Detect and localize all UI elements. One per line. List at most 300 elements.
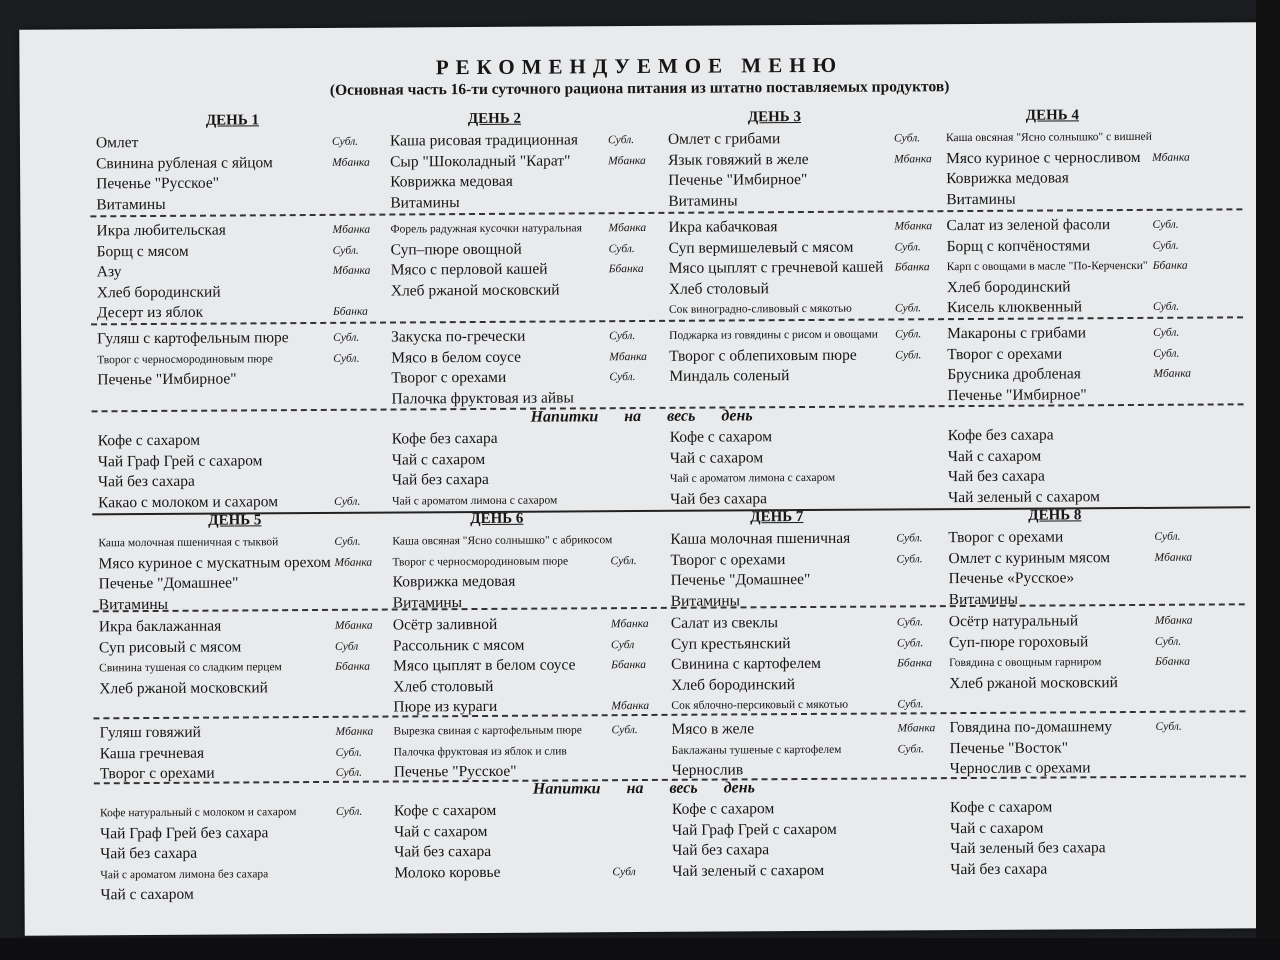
package-type: Субл. [333, 331, 360, 344]
package-type: Субл. [607, 134, 635, 147]
package-type: Субл. [334, 535, 361, 548]
package-type: Мбанка [332, 156, 370, 169]
dish-name: Палочка фруктовая из айвы [391, 388, 574, 408]
package-type: Мбанка [1152, 151, 1190, 164]
dish-name: Говядина с овощным гарниром [949, 656, 1102, 670]
menu-item [394, 740, 664, 762]
drinks-heading: Напитки на весь день [532, 779, 755, 798]
day-column [392, 530, 662, 614]
menu-item [100, 863, 370, 885]
dish-name: Чай без сахара [672, 841, 770, 859]
dish-name: Чай Граф Грей без сахара [100, 823, 269, 842]
dish-name: Миндаль соленый [669, 367, 790, 385]
menu-item [950, 737, 1220, 759]
dish-name: Творог с орехами [947, 344, 1063, 363]
day-column [671, 718, 941, 781]
package-type: Субл [334, 640, 359, 653]
dish-name: Хлеб столовый [393, 677, 494, 696]
package-type: Мбанка [334, 619, 373, 632]
dish-name: Кисель клюквенный [946, 298, 1083, 317]
menu-item [393, 614, 663, 636]
menu-item [391, 238, 661, 260]
menu-item [672, 739, 942, 761]
menu-item [96, 220, 371, 242]
day-column [96, 220, 371, 324]
menu-item [669, 237, 939, 259]
dish-name: Печенье "Восток" [949, 738, 1069, 757]
day-column [669, 324, 939, 387]
dish-name: Суп–пюре овощной [390, 240, 522, 259]
menu-item [392, 448, 662, 470]
day-column [95, 132, 370, 216]
menu-item [950, 837, 1220, 859]
dish-name: Каша овсяная "Ясно солнышко" с абрикосом [392, 534, 613, 548]
page-title: РЕКОМЕНДУЕМОЕ МЕНЮ [435, 52, 844, 80]
menu-item [948, 465, 1218, 487]
package-type: Ббанка [608, 262, 644, 276]
dish-name: Кофе с сахаром [669, 428, 773, 446]
dish-name: Икра любительская [96, 221, 226, 240]
menu-item [392, 489, 662, 511]
dish-name: Чай Граф Грей с сахаром [97, 451, 263, 470]
menu-item [390, 130, 660, 152]
dish-name: Язык говяжий в желе [667, 150, 809, 169]
package-type: Субл. [333, 352, 360, 365]
day-column [98, 532, 373, 616]
menu-item [97, 240, 367, 262]
menu-item [668, 149, 938, 171]
dish-name: Говядина по-домашнему [949, 718, 1113, 737]
dish-name: Икра баклажанная [98, 617, 222, 636]
day-column [391, 326, 661, 410]
menu-item [100, 822, 370, 844]
package-type: Субл. [610, 554, 637, 567]
dish-name: Чай без сахара [391, 470, 489, 489]
menu-item [394, 841, 664, 863]
package-type: Ббанка [335, 660, 371, 673]
dish-name: Брусника дробленая [947, 365, 1081, 384]
menu-item [668, 128, 938, 150]
dish-name: Хлеб ржаной московский [949, 673, 1118, 692]
menu-item [668, 169, 938, 191]
package-type: Субл. [335, 805, 363, 818]
package-type: Субл. [609, 371, 636, 384]
menu-item [96, 132, 366, 154]
dish-name: Витамины [392, 593, 463, 612]
package-type: Мбанка [611, 699, 650, 713]
menu-item [99, 722, 374, 744]
dish-name: Чай с сахаром [100, 885, 194, 904]
day-column [950, 796, 1220, 880]
dish-name: Кофе с сахаром [97, 431, 201, 450]
menu-item [390, 218, 660, 240]
menu-item [950, 817, 1220, 839]
dish-name: Чай с сахаром [394, 822, 488, 841]
package-type: Субл. [335, 746, 362, 759]
dish-name: Кофе с сахаром [949, 798, 1053, 817]
menu-item [949, 672, 1219, 694]
dish-name: Мясо цыплят с гречневой кашей [668, 258, 884, 277]
dish-name: Суп рисовый с мясом [98, 637, 242, 656]
menu-item [670, 426, 940, 448]
dish-name: Чернослив с орехами [949, 759, 1091, 778]
day-column [100, 802, 371, 906]
package-type: Ббанка [332, 305, 368, 318]
menu-item [671, 633, 941, 655]
package-type: Субл [610, 638, 635, 651]
menu-item [96, 193, 366, 215]
day-column [947, 322, 1217, 406]
package-type: Субл. [893, 132, 921, 145]
package-type: Мбанка [335, 725, 374, 738]
package-type: Субл. [1152, 218, 1179, 231]
package-type: Субл. [895, 348, 922, 361]
day-column [393, 720, 663, 783]
package-type: Субл. [894, 240, 921, 253]
package-type: Мбанка [1154, 614, 1193, 627]
day-column [97, 328, 367, 391]
menu-item [949, 651, 1219, 673]
dish-name: Творог с орехами [948, 528, 1064, 547]
dish-name: Чай с ароматом лимона с сахаром [392, 494, 558, 508]
dish-name: Пюре из кураги [393, 697, 498, 716]
dish-name: Витамины [668, 191, 738, 210]
dish-name: Борщ с копчёностями [946, 236, 1091, 255]
day-heading: ДЕНЬ 2 [467, 110, 522, 128]
menu-item [949, 716, 1219, 738]
menu-item [392, 428, 662, 450]
package-type: Ббанка [897, 657, 933, 670]
menu-item [669, 345, 939, 367]
dish-name: Каша овсяная "Ясно солнышко" с вишней [945, 130, 1152, 145]
dish-name: Чай с сахаром [947, 447, 1042, 465]
dish-name: Икра кабачковая [668, 218, 778, 236]
package-type: Субл. [896, 636, 924, 649]
menu-item [394, 861, 664, 883]
dish-name: Каша молочная пшеничная с тыквой [98, 536, 279, 550]
package-type: Субл. [897, 742, 924, 755]
menu-item [669, 298, 939, 320]
menu-item [390, 191, 660, 213]
menu-item [391, 346, 661, 368]
dish-name: Чай с сахаром [950, 819, 1044, 837]
dish-name: Витамины [98, 595, 169, 613]
package-type: Мбанка [332, 223, 371, 236]
day-heading: ДЕНЬ 1 [205, 112, 260, 129]
menu-item [946, 214, 1216, 236]
dish-name: Мясо с перловой кашей [390, 260, 548, 279]
menu-item [949, 631, 1219, 653]
day-column [949, 610, 1219, 694]
menu-item [393, 634, 663, 656]
menu-item [671, 718, 941, 740]
dish-name: Омлет с грибами [667, 130, 781, 148]
package-type: Субл. [1153, 326, 1180, 339]
menu-item [97, 281, 367, 303]
day-column [668, 216, 939, 320]
day-column [949, 716, 1219, 779]
dish-name: Чай зеленый с сахаром [948, 487, 1100, 506]
dish-name: Азу [96, 263, 122, 281]
dish-name: Коврижка медовая [390, 172, 513, 191]
menu-item [391, 326, 661, 348]
menu-item [948, 445, 1218, 467]
dish-name: Омлет с куриным мясом [948, 548, 1111, 567]
menu-item [99, 573, 369, 595]
package-type: Субл [612, 865, 636, 878]
package-type: Субл. [897, 698, 924, 711]
package-type: Ббанка [894, 261, 930, 274]
background-edge-right [1256, 0, 1280, 960]
drinks-heading: Напитки на весь день [530, 407, 753, 426]
menu-item [99, 677, 369, 699]
dish-name: Свинина тушеная со сладким перцем [99, 661, 282, 675]
menu-item [391, 367, 661, 389]
package-type: Мбанка [608, 154, 646, 167]
dish-name: Чай без сахара [950, 860, 1048, 878]
menu-item [947, 255, 1217, 277]
day-column [390, 218, 660, 302]
dish-name: Творог с облепиховым пюре [669, 346, 857, 365]
day-heading: ДЕНЬ 5 [208, 512, 262, 529]
menu-item [672, 819, 942, 841]
dish-name: Печенье "Домашнее" [670, 570, 811, 589]
menu-item [394, 820, 664, 842]
day-heading: ДЕНЬ 7 [750, 509, 804, 526]
menu-item [96, 173, 366, 195]
dish-name: Витамины [946, 190, 1016, 208]
dish-name: Каша молочная пшеничная [670, 529, 851, 548]
dish-name: Молоко коровье [394, 863, 501, 882]
dish-name: Витамины [390, 193, 460, 212]
dish-name: Мясо в белом соусе [391, 348, 522, 367]
menu-item [948, 424, 1218, 446]
dish-name: Чай зеленый без сахара [950, 839, 1106, 858]
menu-item [393, 675, 663, 697]
menu-item [97, 369, 367, 391]
dish-name: Творог с черносмородиновым пюре [97, 352, 273, 366]
dish-name: Карп с овощами в масле "По-Керченски" [946, 259, 1148, 274]
dish-name: Какао с молоком и сахаром [98, 492, 279, 511]
menu-item [947, 322, 1217, 344]
package-type: Субл. [1154, 530, 1181, 543]
menu-item [669, 324, 939, 346]
day-column [946, 126, 1216, 210]
dish-name: Суп вермишелевый с мясом [668, 238, 854, 257]
package-type: Субл. [331, 135, 359, 148]
dish-name: Осётр заливной [392, 615, 498, 634]
menu-item [98, 450, 368, 472]
menu-item [671, 569, 941, 591]
menu-item [98, 471, 368, 493]
dish-name: Салат из свеклы [670, 614, 779, 632]
menu-item [670, 528, 940, 550]
package-type: Ббанка [1155, 655, 1191, 668]
day-column [948, 526, 1218, 610]
background-edge-bottom [0, 938, 1280, 960]
package-type: Субл. [896, 616, 924, 629]
menu-item [670, 549, 940, 571]
dish-name: Витамины [670, 591, 741, 610]
day-column [668, 128, 938, 212]
menu-item [946, 167, 1216, 189]
dish-name: Чай без сахара [394, 842, 492, 861]
menu-item [391, 259, 661, 281]
package-type: Мбанка [1154, 551, 1193, 564]
menu-item [670, 467, 940, 489]
dish-name: Печенье "Имбирное" [668, 170, 808, 189]
dish-name: Мясо куриное с черносливом [945, 148, 1141, 167]
menu-item [392, 530, 662, 552]
dish-name: Чай с сахаром [391, 450, 486, 469]
dish-name: Сок яблочно-персиковый с мякотью [671, 698, 849, 712]
menu-item [672, 839, 942, 861]
dish-name: Каша гречневая [99, 744, 205, 762]
menu-item [96, 261, 371, 283]
dish-name: Палочка фруктовая из яблок и слив [393, 744, 567, 759]
menu-item [391, 279, 661, 301]
package-type: Субл. [332, 244, 359, 257]
menu-item [392, 550, 662, 572]
package-type: Субл. [609, 330, 636, 343]
menu-item [671, 653, 941, 675]
package-type: Субл. [1152, 239, 1179, 252]
dish-name: Баклажаны тушеные с картофелем [671, 743, 842, 757]
dish-name: Коврижка медовая [946, 169, 1069, 188]
menu-item [394, 800, 664, 822]
menu-item [98, 616, 373, 638]
menu-item [100, 742, 370, 764]
package-type: Мбанка [334, 556, 373, 569]
dish-name: Кофе с сахаром [393, 801, 497, 820]
dish-name: Чернослив [671, 761, 744, 779]
dish-name: Салат из зеленой фасоли [946, 216, 1111, 235]
menu-item [98, 532, 368, 554]
menu-item [947, 296, 1217, 318]
dish-name: Хлеб бородинский [96, 283, 221, 301]
dish-name: Хлеб ржаной московский [99, 678, 268, 697]
menu-item [671, 612, 941, 634]
dish-name: Гуляш говяжий [99, 723, 201, 742]
dish-name: Осётр натуральный [948, 612, 1079, 631]
menu-item [946, 126, 1216, 148]
dish-name: Хлеб ржаной московский [390, 281, 560, 300]
package-type: Мбанка [610, 617, 649, 631]
package-type: Субл. [1155, 720, 1182, 733]
menu-item [97, 328, 367, 350]
dish-name: Витамины [948, 590, 1019, 608]
package-type: Субл. [608, 242, 635, 255]
menu-item [946, 188, 1216, 210]
menu-item [949, 567, 1219, 589]
dish-name: Чай без сахара [97, 472, 195, 491]
package-type: Мбанка [894, 220, 933, 233]
dish-name: Борщ с мясом [96, 242, 189, 260]
package-type: Ббанка [1152, 259, 1188, 272]
dish-name: Сок виноградно-сливовый с мякотью [668, 302, 852, 316]
dish-name: Кофе без сахара [391, 429, 498, 448]
menu-item [100, 802, 370, 824]
menu-item [100, 884, 370, 906]
dish-name: Форель радужная кусочки натуральная [390, 222, 582, 236]
menu-item [393, 655, 663, 677]
package-type: Мбанка [897, 722, 936, 735]
menu-item [669, 257, 939, 279]
menu-item [948, 547, 1218, 569]
menu-item [670, 447, 940, 469]
day-column [672, 798, 942, 882]
dish-name: Творог с черносмородиновым пюре [392, 554, 569, 569]
menu-item [672, 860, 942, 882]
dish-name: Творог с орехами [99, 764, 215, 783]
menu-item [947, 235, 1217, 257]
dish-name: Витамины [96, 195, 166, 213]
dish-name: Закуска по-гречески [391, 327, 526, 346]
package-type: Субл. [1152, 300, 1180, 313]
dish-name: Чай без сахара [100, 844, 198, 863]
package-type: Мбанка [1153, 367, 1192, 380]
dish-name: Мясо в желе [671, 720, 755, 738]
day-column [390, 130, 660, 214]
menu-item [668, 190, 938, 212]
package-type: Субл. [1153, 347, 1180, 360]
menu-item [99, 636, 369, 658]
dish-name: Каша рисовая традиционная [389, 131, 579, 150]
dish-name: Макароны с грибами [947, 324, 1087, 343]
menu-item [390, 150, 660, 172]
day-column [98, 430, 368, 514]
page-subtitle: (Основная часть 16-ти суточного рациона питания из штатно поставляемых продуктов) [329, 78, 950, 99]
package-type: Ббанка [611, 658, 647, 672]
day-column [394, 800, 664, 884]
dish-name: Мясо куриное с мускатным орехом [98, 553, 331, 572]
dish-name: Творог с орехами [670, 550, 786, 569]
dish-name: Печенье "Домашнее" [98, 574, 239, 593]
menu-item [672, 798, 942, 820]
dish-name: Поджарка из говядины с рисом и овощами [669, 328, 878, 342]
package-type: Субл. [896, 552, 923, 565]
menu-item [946, 147, 1216, 169]
dish-name: Чай без сахара [670, 489, 768, 508]
menu-item [668, 216, 938, 238]
dish-name: Кофе натуральный с молоком и сахаром [99, 806, 297, 820]
day-column [393, 614, 664, 718]
dish-name: Мясо цыплят в белом соусе [393, 656, 576, 675]
menu-item [99, 657, 369, 679]
dish-name: Кофе с сахаром [671, 800, 775, 818]
package-type: Субл. [335, 766, 362, 779]
dish-name: Хлеб бородинский [671, 675, 796, 694]
dish-name: Печенье "Русское" [393, 762, 517, 781]
menu-item [393, 720, 663, 742]
day-column [670, 426, 940, 510]
package-type: Мбанка [332, 264, 371, 277]
day-heading: ДЕНЬ 4 [1025, 107, 1080, 124]
day-column [98, 616, 373, 700]
dish-name: Вырезка свиная с картофельным пюре [393, 724, 582, 738]
menu-item [392, 469, 662, 491]
menu-item [947, 363, 1217, 385]
dish-name: Печенье "Имбирное" [97, 370, 237, 389]
dish-name: Чай зеленый с сахаром [672, 861, 825, 880]
day-column [948, 424, 1218, 508]
dish-name: Чай Граф Грей с сахаром [672, 820, 837, 839]
menu-sheet [19, 22, 1265, 936]
package-type: Субл. [334, 495, 361, 508]
day-column [671, 612, 942, 716]
menu-item [96, 152, 370, 174]
menu-item [949, 610, 1219, 632]
